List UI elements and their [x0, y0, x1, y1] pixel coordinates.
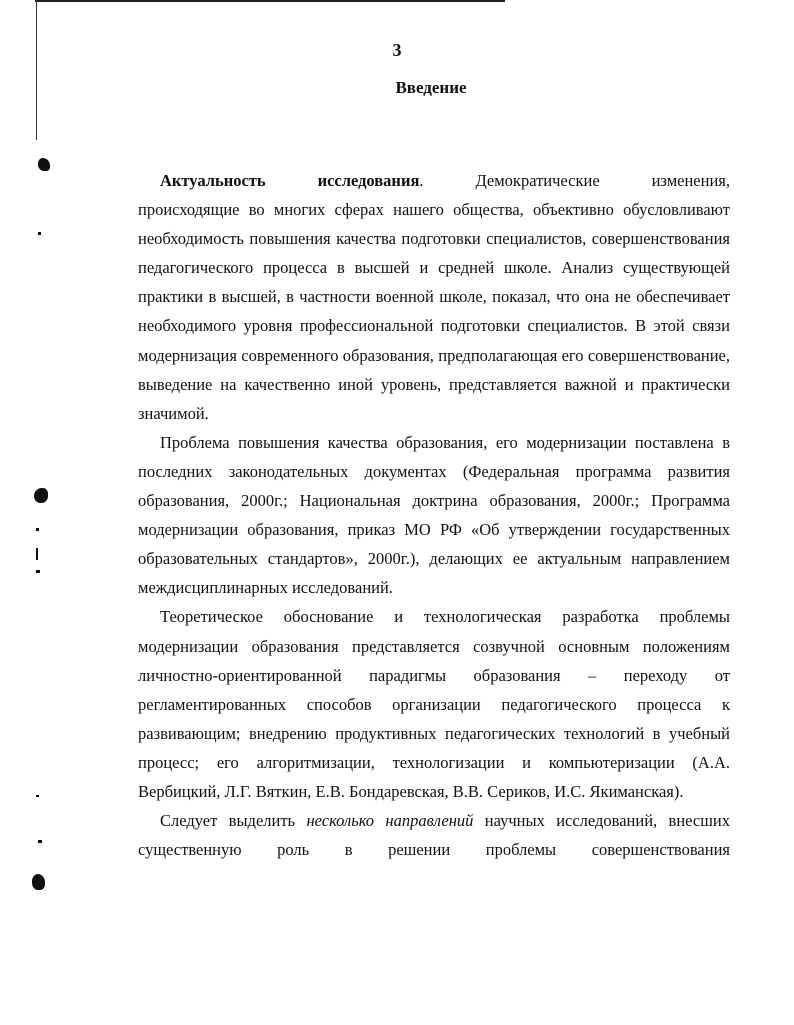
text-run: Следует выделить — [160, 811, 307, 831]
paragraph: происходящие во многих сферах нашего общества, объективно обусловливают необходимость повышения качества подготовки специалистов, совершенствования педагогического процесса в высшей и средней школе. Анализ существующей практики в высшей, в частности военной школе, показал, что она не обеспечивает необходимого уровня профессиональной подготовки специалистов. В этой связи модернизация современного образования, предполагающая его совершенствование, выведение на качественно иной уровень, представляется важной и практически значимой. — [138, 200, 730, 423]
paragraph: существенную роль в решении проблемы совершенствования — [138, 840, 730, 860]
paragraph-first-line — [138, 806, 730, 835]
scan-speck — [36, 795, 39, 797]
page-number: 3 — [392, 40, 402, 60]
scan-speck — [36, 548, 38, 560]
document-body — [138, 166, 730, 864]
scan-speck — [38, 840, 42, 843]
lead-term-rest: . Демократические изменения, — [419, 171, 731, 190]
scan-speck — [34, 488, 48, 503]
lead-term: Актуальность исследования — [160, 171, 420, 190]
scan-speck — [38, 232, 41, 235]
text-run: научных исследований, внесших — [473, 811, 731, 831]
italic-emphasis: несколько направлений — [306, 811, 474, 831]
section-heading: Введение — [395, 78, 467, 97]
paragraph: Проблема повышения качества образования, его модернизации поставлена в последних законодательных документах (Федеральная программа развития образования, 2000г.; Национальная доктрина образования, 2000г.; Программа модернизации образования, приказ МО РФ «Об утверждении государственных образовательных стандартов», 2000г.), делающих ее актуальным направлением междисциплинарных исследований. — [138, 432, 730, 598]
scan-border-top — [35, 0, 505, 5]
paragraph: Теоретическое обоснование и технологическая разработка проблемы модернизации образования представляется созвучной основным положениям личностно-ориентированной парадигмы образования – переходу от регламентированных способов организации педагогического процесса к развивающим; внедрению продуктивных педагогических технологий в учебный процесс; его алгоритмизации, технологизации и компьютеризации (А.А. Вербицкий, Л.Г. Вяткин, Е.В. Бондаревская, В.В. Сериков, И.С. Якиманская). — [138, 607, 730, 801]
scan-speck — [36, 528, 39, 531]
scan-border-left — [36, 0, 37, 140]
scan-speck — [32, 874, 45, 890]
scan-speck — [36, 570, 40, 573]
scan-speck — [38, 158, 50, 171]
paragraph-first-line — [138, 166, 730, 195]
